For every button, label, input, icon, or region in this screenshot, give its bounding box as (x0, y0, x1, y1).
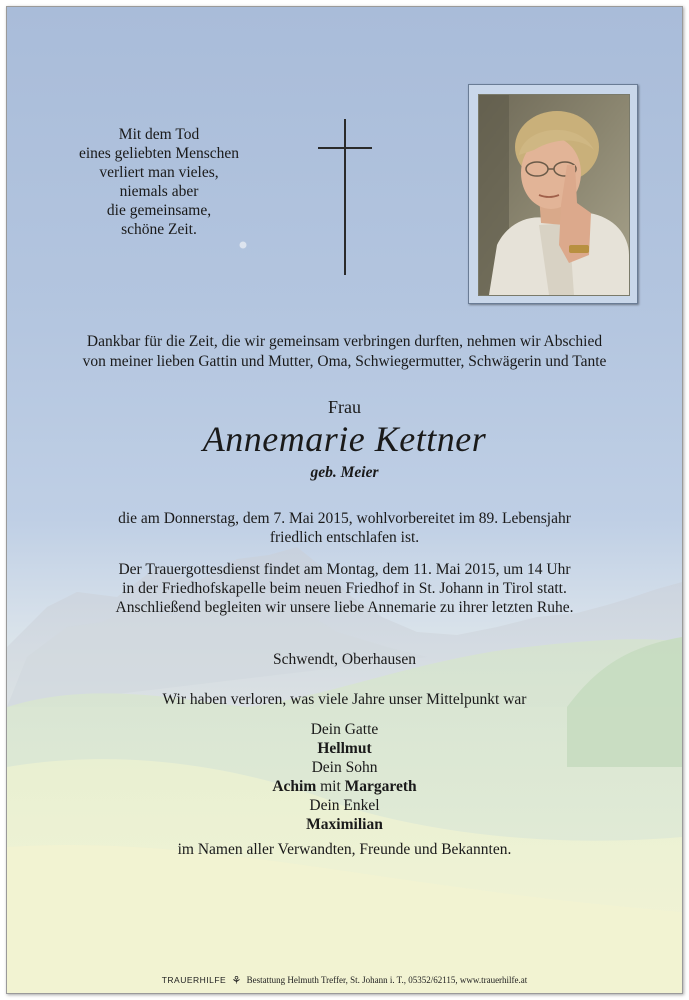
deceased-title: Frau (328, 397, 361, 417)
poem-line: Mit dem Tod (118, 126, 200, 143)
poem-line: verliert man vieles, (99, 164, 219, 181)
husband-name: Hellmut (317, 740, 372, 757)
death-line-1: die am Donnerstag, dem 7. Mai 2015, wohlvorbereitet im 89. Lebensjahr (118, 510, 571, 527)
footer-text: Bestattung Helmuth Treffer, St. Johann i. T., 05352/62115, www.trauerhilfe.at (246, 975, 528, 985)
grandson-label: Dein Enkel (309, 797, 380, 814)
intro-line-1: Dankbar für die Zeit, die wir gemeinsam verbringen durften, nehmen wir Abschied (86, 333, 603, 350)
lily-icon: ⚘ (231, 975, 242, 987)
service-line-2: in der Friedhofskapelle beim neuen Friedhof in St. Johann in Tirol statt. (122, 580, 567, 597)
footer-brand: TRAUERHILFE (161, 975, 227, 985)
poem-line: schöne Zeit. (121, 221, 197, 238)
service-line-1: Der Trauergottesdienst findet am Montag, dem 11. Mai 2015, um 14 Uhr (118, 561, 571, 578)
grandson-name: Maximilian (306, 816, 383, 833)
portrait-frame (468, 84, 638, 304)
poem-line: die gemeinsame, (106, 202, 212, 219)
son-partner-name: Margareth (344, 778, 417, 795)
connector: mit (320, 778, 341, 795)
portrait-photo (478, 94, 630, 296)
son-line (7, 777, 682, 797)
son-name: Achim (272, 778, 317, 795)
parte-card (6, 6, 683, 994)
tagline: Wir haben verloren, was viele Jahre unser Mittelpunkt war (162, 691, 527, 708)
poem-line: eines geliebten Menschen (78, 145, 240, 162)
son-label: Dein Sohn (311, 759, 378, 776)
intro-line-2: von meiner lieben Gattin und Mutter, Oma, Schwiegermutter, Schwägerin und Tante (82, 353, 607, 370)
service-line-3: Anschließend begleiten wir unsere liebe Annemarie zu ihrer letzten Ruhe. (115, 599, 574, 616)
deceased-name: Annemarie Kettner (202, 419, 487, 459)
footer (7, 974, 682, 987)
closing-line: im Namen aller Verwandten, Freunde und Bekannten. (177, 841, 512, 858)
death-line-2: friedlich entschlafen ist. (269, 529, 420, 546)
husband-label: Dein Gatte (310, 721, 379, 738)
poem-line: niemals aber (119, 183, 199, 200)
place: Schwendt, Oberhausen (273, 651, 416, 668)
maiden-name: geb. Meier (310, 464, 379, 481)
poem (64, 125, 254, 239)
